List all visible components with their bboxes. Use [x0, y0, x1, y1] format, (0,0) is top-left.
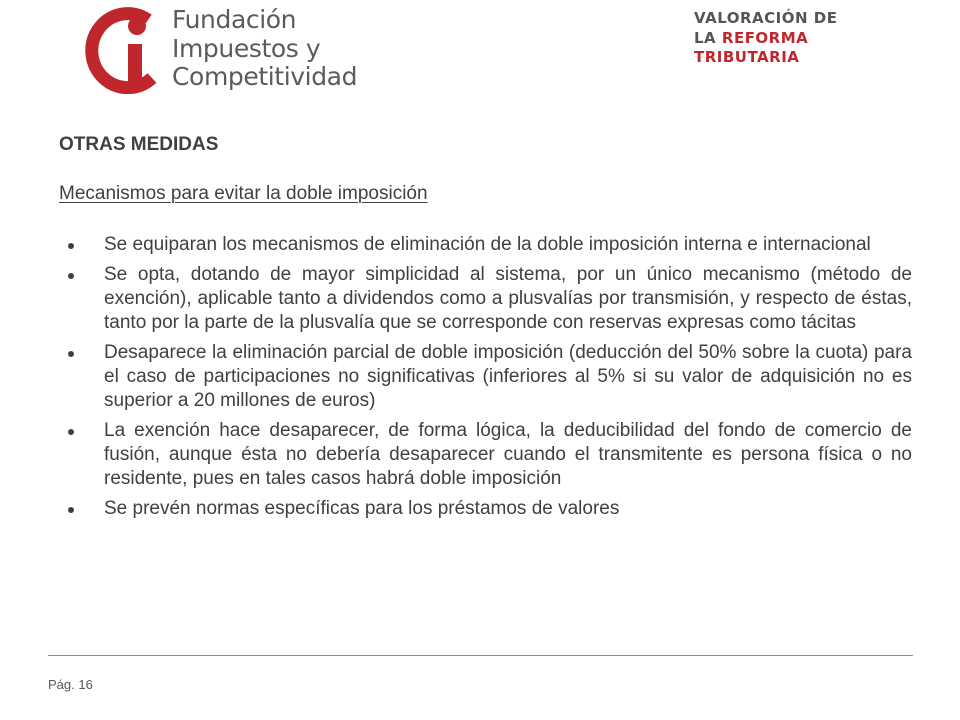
list-item-text: Desaparece la eliminación parcial de doble imposición (deducción del 50% sobre la cuota) para el caso de participaciones no significativas (inferiores al 5% si su valor de adquisición no es superior a 20 millones de euros)	[104, 342, 912, 411]
report-title-line-3: TRIBUTARIA	[694, 48, 800, 66]
report-title-line-2	[694, 29, 837, 49]
list-item	[66, 233, 912, 257]
report-title-line-2-prefix: LA	[694, 28, 722, 47]
list-item-text: Se equiparan los mecanismos de eliminación de la doble imposición interna e internacional	[104, 234, 871, 255]
foundation-logo	[84, 4, 358, 94]
report-title	[694, 9, 837, 68]
bullet-dot-icon	[68, 273, 74, 279]
list-item	[66, 497, 912, 521]
logo-line-1: Fundación	[172, 5, 297, 34]
logo-wordmark	[172, 6, 357, 92]
page-number: Pág. 16	[48, 677, 93, 692]
bullet-dot-icon	[68, 507, 74, 513]
list-item-text: Se opta, dotando de mayor simplicidad al sistema, por un único mecanismo (método de exención), aplicable tanto a dividendos como a plusvalías por transmisión, y respecto de éstas, tanto por la parte de la plusvalía que se corresponde con reservas expresas como tácitas	[104, 264, 912, 333]
subsection-heading: Mecanismos para evitar la doble imposición	[59, 183, 428, 204]
logo-line-2: Impuestos y	[172, 33, 321, 63]
list-item	[66, 419, 912, 491]
bullet-dot-icon	[68, 243, 74, 249]
list-item-text: La exención hace desaparecer, de forma lógica, la deducibilidad del fondo de comercio de fusión, aunque ésta no debería desaparecer cuando el transmitente es persona física o no residente, pues en tales casos habrá doble imposición	[104, 420, 912, 489]
report-title-line-1: VALORACIÓN DE	[694, 9, 838, 27]
footer-divider	[48, 655, 913, 656]
section-heading: OTRAS MEDIDAS	[59, 134, 219, 155]
list-item	[66, 263, 912, 335]
report-title-accent: REFORMA	[721, 28, 809, 47]
bullet-dot-icon	[68, 351, 74, 357]
measures-list	[66, 233, 912, 527]
bullet-dot-icon	[68, 429, 74, 435]
ci-logo-icon	[84, 4, 164, 94]
list-item	[66, 341, 912, 413]
list-item-text: Se prevén normas específicas para los préstamos de valores	[104, 498, 620, 519]
logo-line-3: Competitividad	[172, 62, 358, 91]
